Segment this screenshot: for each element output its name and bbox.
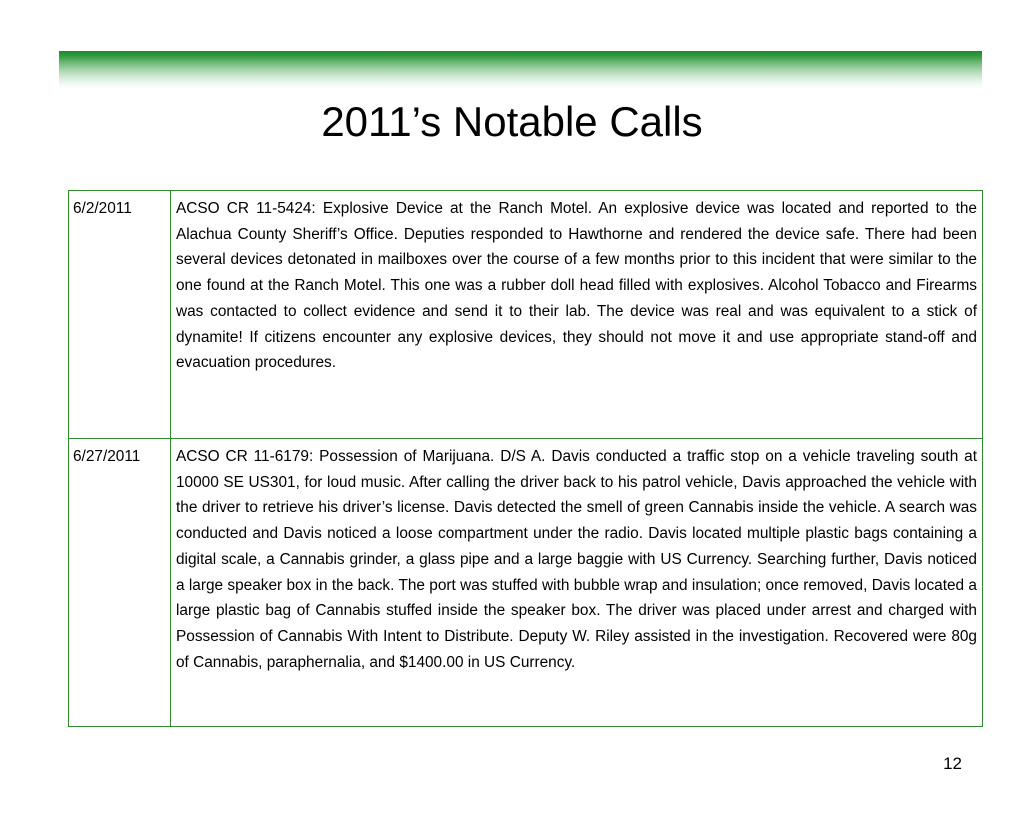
slide-title: 2011’s Notable Calls (321, 98, 703, 145)
table-row (69, 439, 983, 727)
call-date-cell: 6/2/2011 (69, 191, 171, 439)
header-gradient-bar (59, 51, 982, 89)
page-number: 12 (943, 754, 962, 773)
call-date-cell: 6/27/2011 (69, 439, 171, 727)
table-row (69, 191, 983, 439)
notable-calls-table (68, 190, 983, 727)
call-description-cell: ACSO CR 11-6179: Possession of Marijuana. D/S A. Davis conducted a traffic stop on a vehicle traveling south at 10000 SE US301, for loud music. After calling the driver back to his patrol vehicle, Davis approached the vehicle with the driver to retrieve his driver’s license. Davis detected the smell of green Cannabis inside the vehicle. A search was conducted and Davis noticed a loose compartment under the radio. Davis located multiple plastic bags containing a digital scale, a Cannabis grinder, a glass pipe and a large baggie with US Currency. Searching further, Davis noticed a large speaker box in the back. The port was stuffed with bubble wrap and insulation; once removed, Davis located a large plastic bag of Cannabis stuffed inside the speaker box. The driver was placed under arrest and charged with Possession of Cannabis With Intent to Distribute. Deputy W. Riley assisted in the investigation. Recovered were 80g of Cannabis, paraphernalia, and $1400.00 in US Currency. (171, 439, 983, 727)
call-description-cell: ACSO CR 11-5424: Explosive Device at the Ranch Motel. An explosive device was located and reported to the Alachua County Sheriff’s Office. Deputies responded to Hawthorne and rendered the device safe. There had been several devices detonated in mailboxes over the course of a few months prior to this incident that were similar to the one found at the Ranch Motel. This one was a rubber doll head filled with explosives. Alcohol Tobacco and Firearms was contacted to collect evidence and send it to their lab. The device was real and was equivalent to a stick of dynamite! If citizens encounter any explosive devices, they should not move it and use appropriate stand-off and evacuation procedures. (171, 191, 983, 439)
